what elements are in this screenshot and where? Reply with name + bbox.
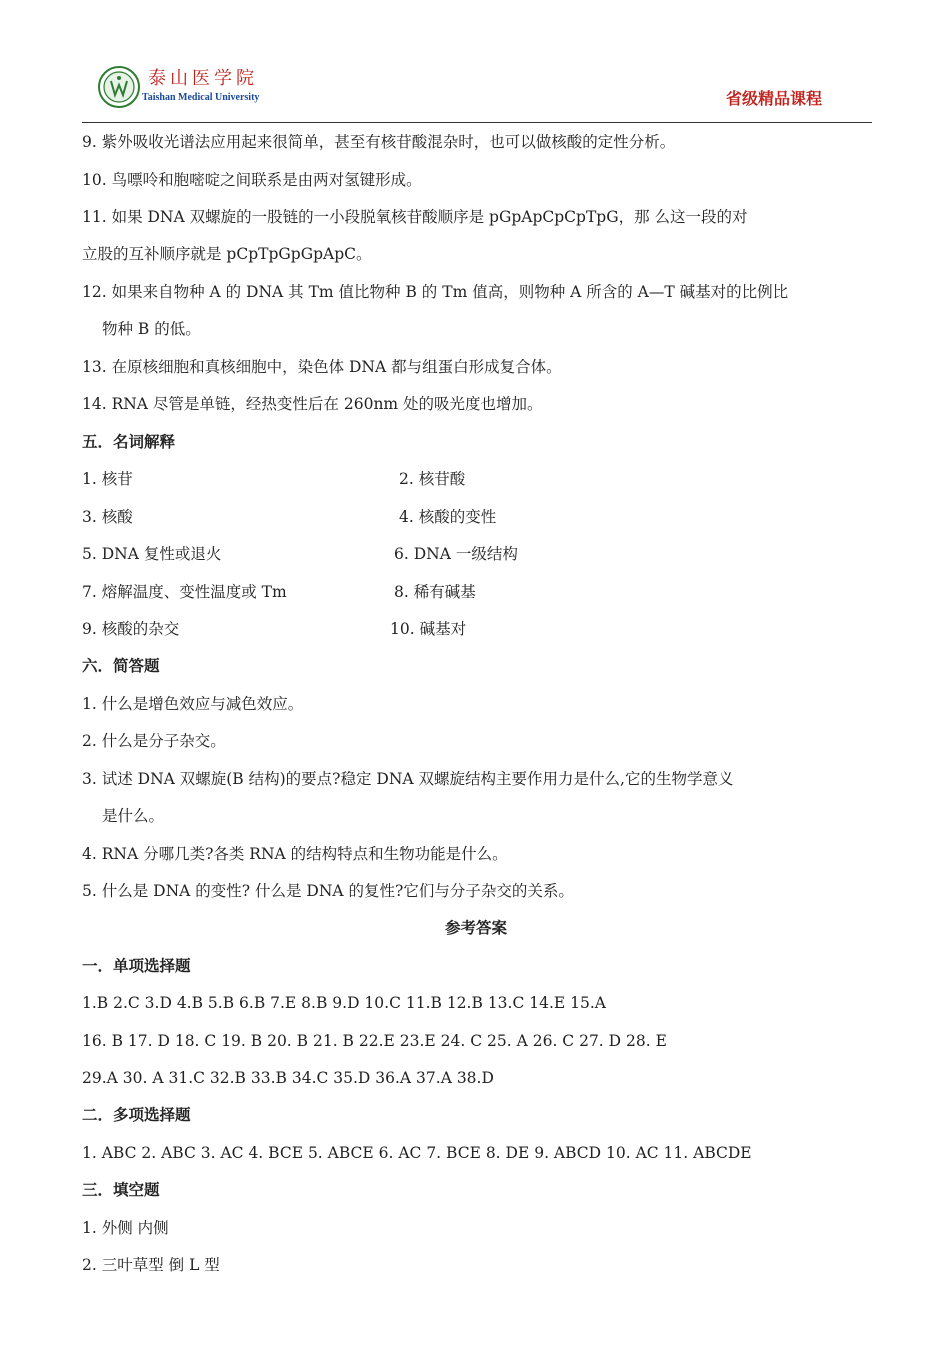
term-item: 2. 核苷酸 [399, 470, 466, 488]
answer-line: 1. 外侧 内侧 [82, 1219, 169, 1237]
question-item: 3. 试述 DNA 双螺旋(B 结构)的要点?稳定 DNA 双螺旋结构主要作用力是什么,它的生物学意义 [82, 770, 734, 788]
section-title: 五．名词解释 [82, 433, 176, 451]
header-divider [82, 122, 872, 123]
question-item: 5. 什么是 DNA 的变性? 什么是 DNA 的复性?它们与分子杂交的关系。 [82, 882, 574, 900]
tf-item-continuation: 立股的互补顺序就是 pCpTpGpGpApC。 [82, 245, 372, 263]
term-item: 3. 核酸 [82, 508, 133, 526]
tf-item: 11. 如果 DNA 双螺旋的一股链的一小段脱氧核苷酸顺序是 pGpApCpCpTpG，那 么这一段的对 [82, 208, 748, 226]
tf-item: 10. 鸟嘌呤和胞嘧啶之间联系是由两对氢键形成。 [82, 171, 422, 189]
tf-item: 9. 紫外吸收光谱法应用起来很简单，甚至有核苷酸混杂时，也可以做核酸的定性分析。 [82, 133, 676, 151]
tf-item: 14. RNA 尽管是单链，经热变性后在 260nm 处的吸光度也增加。 [82, 395, 543, 413]
question-item: 1. 什么是增色效应与减色效应。 [82, 695, 304, 713]
tf-item: 12. 如果来自物种 A 的 DNA 其 Tm 值比物种 B 的 Tm 值高，则物种 A 所含的 A—T 碱基对的比例比 [82, 283, 789, 301]
answer-line: 16. B 17. D 18. C 19. B 20. B 21. B 22.E 23.E 24. C 25. A 26. C 27. D 28. E [82, 1032, 667, 1050]
answer-line: 1. ABC 2. ABC 3. AC 4. BCE 5. ABCE 6. AC 7. BCE 8. DE 9. ABCD 10. AC 11. ABCDE [82, 1144, 752, 1162]
answer-line: 29.A 30. A 31.C 32.B 33.B 34.C 35.D 36.A 37.A 38.D [82, 1069, 494, 1087]
term-item: 4. 核酸的变性 [399, 508, 497, 526]
answer-line: 1.B 2.C 3.D 4.B 5.B 6.B 7.E 8.B 9.D 10.C 11.B 12.B 13.C 14.E 15.A [82, 994, 606, 1012]
school-name-cn: 泰山医学院 [148, 68, 258, 89]
term-item: 5. DNA 复性或退火 [82, 545, 222, 563]
term-item: 1. 核苷 [82, 470, 133, 488]
section-title: 三．填空题 [82, 1181, 160, 1199]
term-item: 8. 稀有碱基 [394, 583, 476, 601]
answers-title: 参考答案 [444, 919, 507, 937]
school-name-en: Taishan Medical University [142, 92, 260, 103]
term-item: 10. 碱基对 [390, 620, 467, 638]
term-item: 9. 核酸的杂交 [82, 620, 180, 638]
answer-line: 2. 三叶草型 倒 L 型 [82, 1256, 220, 1274]
term-item: 6. DNA 一级结构 [394, 545, 518, 563]
tf-item-continuation: 物种 B 的低。 [102, 320, 201, 338]
section-title: 六．简答题 [82, 657, 160, 675]
question-item: 2. 什么是分子杂交。 [82, 732, 226, 750]
term-item: 7. 熔解温度、变性温度或 Tm [82, 583, 287, 601]
section-title: 二．多项选择题 [82, 1106, 191, 1124]
question-item-continuation: 是什么。 [102, 807, 165, 825]
page-header [82, 60, 872, 122]
university-logo [98, 66, 140, 108]
section-title: 一．单项选择题 [82, 957, 191, 975]
tf-item: 13. 在原核细胞和真核细胞中，染色体 DNA 都与组蛋白形成复合体。 [82, 358, 562, 376]
question-item: 4. RNA 分哪几类?各类 RNA 的结构特点和生物功能是什么。 [82, 845, 508, 863]
course-label: 省级精品课程 [725, 89, 822, 108]
